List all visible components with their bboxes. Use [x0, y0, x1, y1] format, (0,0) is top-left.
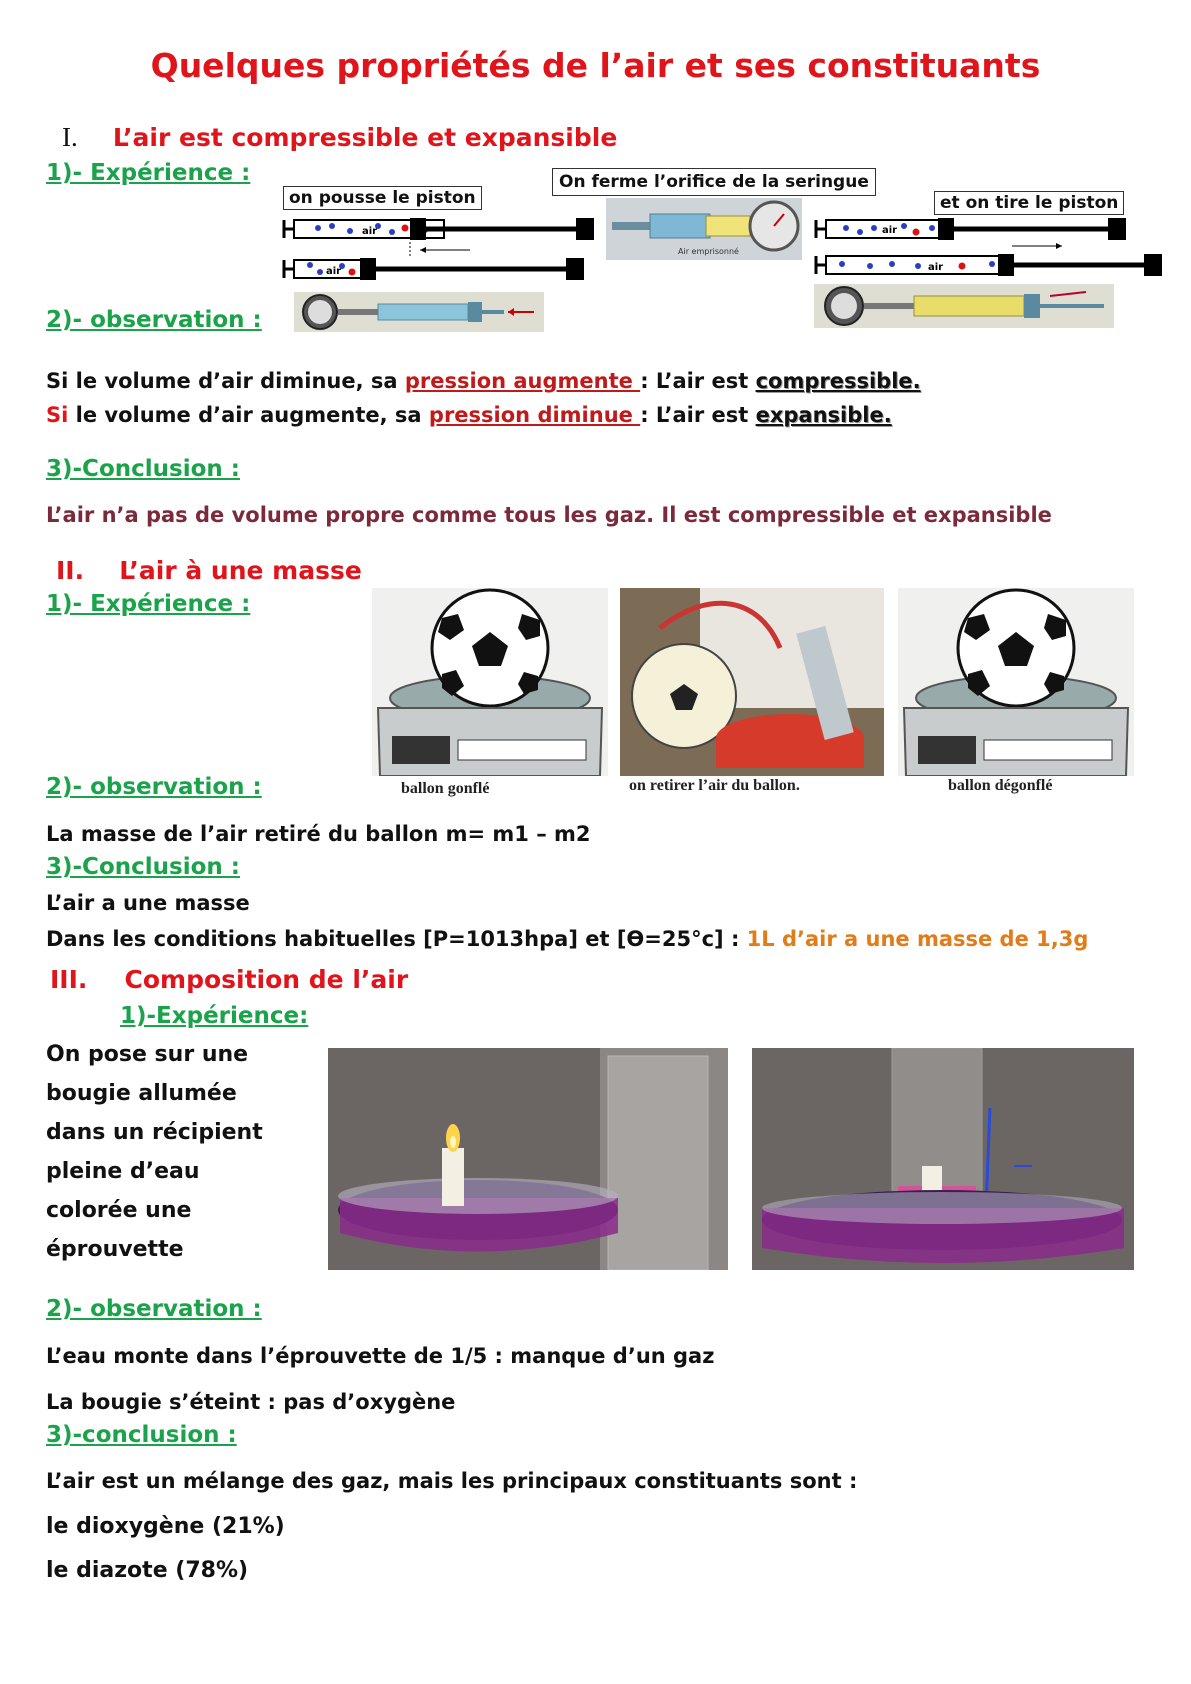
- ball-deflating-photo: [620, 588, 884, 776]
- section3-numeral: III.: [50, 965, 88, 994]
- observation-line-1: [46, 369, 921, 393]
- exp-line-5: colorée une: [46, 1198, 192, 1223]
- exp-line-4: pleine d’eau: [46, 1159, 200, 1184]
- exp-line-2: bougie allumée: [46, 1081, 237, 1106]
- obs2-si: Si: [46, 403, 69, 427]
- conditions-text: Dans les conditions habituelles [P=1013hpa] et [Ɵ=25°c] :: [46, 927, 747, 951]
- gauge-push-photo: [294, 292, 544, 332]
- section3-experience-heading: 1)-Expérience:: [120, 1003, 309, 1029]
- air-mass-value: 1L d’air a une masse de 1,3g: [746, 927, 1089, 951]
- syringe-push-diagram: [280, 212, 600, 292]
- exp-line-1: On pose sur une: [46, 1042, 249, 1067]
- page-title: Quelques propriétés de l’air et ses constituants: [150, 46, 1041, 85]
- section1-observation-heading: 2)- observation :: [46, 307, 262, 333]
- label-push-piston: on pousse le piston: [283, 186, 482, 210]
- obs1-text-c: : L’air est: [640, 369, 756, 393]
- gauge-pull-photo: [814, 284, 1114, 328]
- candle-before-photo: [328, 1048, 728, 1270]
- section1-experience-heading: 1)- Expérience :: [46, 160, 251, 186]
- label-pull-piston: et on tire le piston: [934, 191, 1124, 215]
- svg-text:air: air: [362, 226, 378, 237]
- section2-title: L’air à une masse: [119, 556, 362, 585]
- section1-conclusion-heading: 3)-Conclusion :: [46, 456, 240, 482]
- obs2-text-a: le volume d’air augmente, sa: [68, 403, 429, 427]
- obs2-expansible: expansible.: [755, 403, 892, 427]
- section3-observation-heading: 2)- observation :: [46, 1296, 262, 1322]
- ball-inflated-photo: [372, 588, 608, 776]
- caption-ball-inflated: ballon gonflé: [401, 780, 490, 797]
- caption-ball-deflated: ballon dégonflé: [948, 777, 1053, 794]
- obs1-pressure-increase: pression augmente: [404, 369, 641, 393]
- constituent-nitrogen: le diazote (78%): [46, 1558, 249, 1583]
- constituent-oxygen: le dioxygène (21%): [46, 1514, 285, 1539]
- sealed-syringe-photo: [606, 198, 802, 260]
- exp-line-3: dans un récipient: [46, 1120, 263, 1145]
- section3-obs-2: La bougie s’éteint : pas d’oxygène: [46, 1390, 456, 1414]
- svg-text:air: air: [326, 266, 342, 277]
- obs2-text-c: : L’air est: [640, 403, 756, 427]
- section2-conclusion-1: L’air a une masse: [46, 891, 250, 915]
- section1-numeral: I.: [62, 122, 78, 152]
- mass-formula-line: La masse de l’air retiré du ballon m= m1 – m2: [46, 822, 591, 846]
- obs2-pressure-decrease: pression diminue: [428, 403, 641, 427]
- svg-text:air: air: [882, 225, 898, 236]
- section3-title: Composition de l’air: [124, 965, 409, 994]
- air-compressed-label: Air emprisonné: [678, 247, 739, 256]
- section3-heading: [50, 965, 408, 994]
- section1-heading: [62, 122, 617, 153]
- section1-conclusion-text: L’air n’a pas de volume propre comme tous les gaz. Il est compressible et expansible: [46, 503, 1052, 527]
- section3-obs-1: L’eau monte dans l’éprouvette de 1/5 : manque d’un gaz: [46, 1344, 715, 1368]
- section2-observation-heading: 2)- observation :: [46, 774, 262, 800]
- syringe-pull-diagram: [812, 216, 1164, 286]
- observation-line-2: [46, 403, 892, 427]
- section2-heading: [56, 556, 362, 585]
- svg-text:air: air: [928, 262, 944, 273]
- exp-line-6: éprouvette: [46, 1237, 184, 1262]
- section3-conclusion-heading: 3)-conclusion :: [46, 1422, 237, 1448]
- section3-experience-text: [46, 1035, 263, 1269]
- section3-conclusion-text: L’air est un mélange des gaz, mais les principaux constituants sont :: [46, 1469, 858, 1493]
- ball-deflated-photo: [898, 588, 1134, 776]
- section2-experience-heading: 1)- Expérience :: [46, 591, 251, 617]
- section2-numeral: II.: [56, 556, 85, 585]
- section2-conclusion-heading: 3)-Conclusion :: [46, 854, 240, 880]
- section2-conclusion-2: [46, 927, 1088, 951]
- section1-title: L’air est compressible et expansible: [112, 123, 618, 152]
- obs1-text-a: Si le volume d’air diminue, sa: [46, 369, 405, 393]
- caption-ball-deflating: on retirer l’air du ballon.: [629, 777, 800, 794]
- candle-after-photo: [752, 1048, 1134, 1270]
- obs1-compressible: compressible.: [755, 369, 921, 393]
- label-close-orifice: On ferme l’orifice de la seringue: [552, 168, 876, 196]
